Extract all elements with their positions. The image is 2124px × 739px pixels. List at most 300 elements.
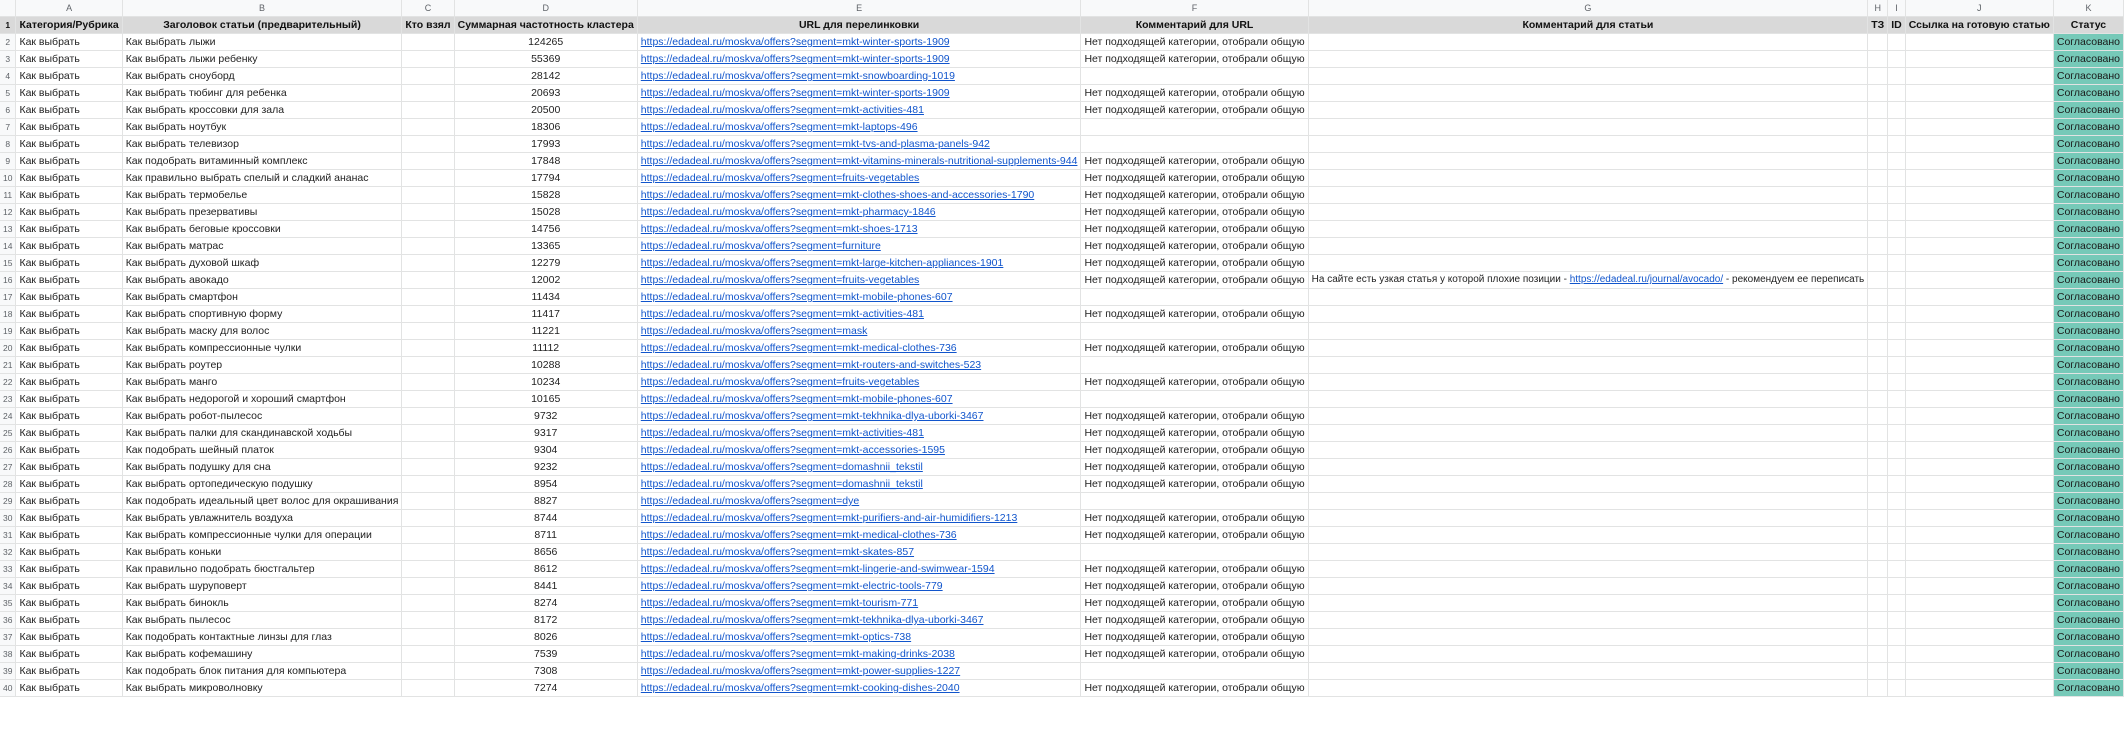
- cell-frequency[interactable]: 20500: [454, 102, 637, 119]
- header-tz[interactable]: ТЗ: [1868, 17, 1888, 34]
- cell-frequency[interactable]: 8711: [454, 527, 637, 544]
- cell-category[interactable]: Как выбрать: [16, 527, 122, 544]
- cell-article-comment[interactable]: [1308, 136, 1868, 153]
- row-number[interactable]: 22: [0, 374, 16, 391]
- cell-id[interactable]: [1888, 306, 1906, 323]
- cell-frequency[interactable]: 8954: [454, 476, 637, 493]
- cell-title[interactable]: Как подобрать витаминный комплекс: [122, 153, 402, 170]
- url-link[interactable]: https://edadeal.ru/moskva/offers?segment=mkt-activities-481: [640, 427, 924, 439]
- url-link[interactable]: https://edadeal.ru/moskva/offers?segment=mkt-power-supplies-1227: [640, 665, 961, 677]
- cell-title[interactable]: Как выбрать роутер: [122, 357, 402, 374]
- cell-frequency[interactable]: 8827: [454, 493, 637, 510]
- cell-frequency[interactable]: 8026: [454, 629, 637, 646]
- url-link[interactable]: https://edadeal.ru/moskva/offers?segment=mask: [640, 325, 868, 337]
- cell-status[interactable]: Согласовано: [2053, 102, 2123, 119]
- cell-title[interactable]: Как выбрать маску для волос: [122, 323, 402, 340]
- cell-tz[interactable]: [1868, 612, 1888, 629]
- cell-url[interactable]: [637, 425, 1081, 442]
- cell-tz[interactable]: [1868, 323, 1888, 340]
- url-link[interactable]: https://edadeal.ru/moskva/offers?segment=furniture: [640, 240, 881, 252]
- cell-title[interactable]: Как выбрать микроволновку: [122, 680, 402, 697]
- cell-title[interactable]: Как выбрать недорогой и хороший смартфон: [122, 391, 402, 408]
- cell-article-comment[interactable]: [1308, 680, 1868, 697]
- cell-taker[interactable]: [402, 238, 454, 255]
- row-number[interactable]: 27: [0, 459, 16, 476]
- cell-frequency[interactable]: 10234: [454, 374, 637, 391]
- column-header-letter[interactable]: D: [454, 0, 637, 17]
- cell-article-comment[interactable]: [1308, 306, 1868, 323]
- cell-title[interactable]: Как выбрать телевизор: [122, 136, 402, 153]
- url-link[interactable]: https://edadeal.ru/moskva/offers?segment=fruits-vegetables: [640, 172, 920, 184]
- cell-url[interactable]: [637, 68, 1081, 85]
- cell-category[interactable]: Как выбрать: [16, 153, 122, 170]
- cell-title[interactable]: Как подобрать идеальный цвет волос для окрашивания: [122, 493, 402, 510]
- cell-tz[interactable]: [1868, 34, 1888, 51]
- cell-title[interactable]: Как выбрать ортопедическую подушку: [122, 476, 402, 493]
- row-number[interactable]: 2: [0, 34, 16, 51]
- url-link[interactable]: https://edadeal.ru/moskva/offers?segment=mkt-routers-and-switches-523: [640, 359, 982, 371]
- cell-url[interactable]: [637, 561, 1081, 578]
- cell-id[interactable]: [1888, 425, 1906, 442]
- cell-link[interactable]: [1905, 493, 2053, 510]
- cell-id[interactable]: [1888, 170, 1906, 187]
- url-link[interactable]: https://edadeal.ru/moskva/offers?segment=mkt-winter-sports-1909: [640, 53, 950, 65]
- cell-title[interactable]: Как выбрать смартфон: [122, 289, 402, 306]
- cell-title[interactable]: Как выбрать пылесос: [122, 612, 402, 629]
- cell-tz[interactable]: [1868, 561, 1888, 578]
- cell-taker[interactable]: [402, 153, 454, 170]
- cell-frequency[interactable]: 18306: [454, 119, 637, 136]
- cell-link[interactable]: [1905, 51, 2053, 68]
- cell-article-comment[interactable]: [1308, 68, 1868, 85]
- cell-title[interactable]: Как выбрать лыжи ребенку: [122, 51, 402, 68]
- url-link[interactable]: https://edadeal.ru/moskva/offers?segment=dye: [640, 495, 860, 507]
- cell-status[interactable]: Согласовано: [2053, 289, 2123, 306]
- cell-link[interactable]: [1905, 153, 2053, 170]
- row-number[interactable]: 8: [0, 136, 16, 153]
- cell-title[interactable]: Как подобрать блок питания для компьютера: [122, 663, 402, 680]
- url-link[interactable]: https://edadeal.ru/moskva/offers?segment=mkt-shoes-1713: [640, 223, 918, 235]
- cell-article-comment[interactable]: [1308, 289, 1868, 306]
- cell-id[interactable]: [1888, 187, 1906, 204]
- row-number[interactable]: 13: [0, 221, 16, 238]
- cell-status[interactable]: Согласовано: [2053, 272, 2123, 289]
- cell-status[interactable]: Согласовано: [2053, 204, 2123, 221]
- cell-status[interactable]: Согласовано: [2053, 51, 2123, 68]
- cell-taker[interactable]: [402, 612, 454, 629]
- cell-url-comment[interactable]: [1081, 68, 1308, 85]
- cell-article-comment[interactable]: [1308, 629, 1868, 646]
- cell-taker[interactable]: [402, 442, 454, 459]
- cell-url-comment[interactable]: Нет подходящей категории, отобрали общую: [1081, 204, 1308, 221]
- cell-category[interactable]: Как выбрать: [16, 561, 122, 578]
- cell-link[interactable]: [1905, 272, 2053, 289]
- cell-category[interactable]: Как выбрать: [16, 68, 122, 85]
- cell-article-comment[interactable]: [1308, 510, 1868, 527]
- cell-id[interactable]: [1888, 374, 1906, 391]
- cell-url-comment[interactable]: Нет подходящей категории, отобрали общую: [1081, 272, 1308, 289]
- cell-status[interactable]: Согласовано: [2053, 476, 2123, 493]
- url-link[interactable]: https://edadeal.ru/moskva/offers?segment=mkt-activities-481: [640, 308, 924, 320]
- cell-id[interactable]: [1888, 476, 1906, 493]
- cell-status[interactable]: Согласовано: [2053, 85, 2123, 102]
- row-number[interactable]: 6: [0, 102, 16, 119]
- cell-link[interactable]: [1905, 187, 2053, 204]
- cell-id[interactable]: [1888, 527, 1906, 544]
- cell-frequency[interactable]: 8656: [454, 544, 637, 561]
- cell-link[interactable]: [1905, 255, 2053, 272]
- cell-category[interactable]: Как выбрать: [16, 289, 122, 306]
- cell-id[interactable]: [1888, 119, 1906, 136]
- cell-title[interactable]: Как выбрать кофемашину: [122, 646, 402, 663]
- cell-link[interactable]: [1905, 629, 2053, 646]
- header-id[interactable]: ID: [1888, 17, 1906, 34]
- url-link[interactable]: https://edadeal.ru/moskva/offers?segment=mkt-purifiers-and-air-humidifiers-1213: [640, 512, 1018, 524]
- cell-status[interactable]: Согласовано: [2053, 340, 2123, 357]
- cell-url[interactable]: [637, 221, 1081, 238]
- cell-tz[interactable]: [1868, 153, 1888, 170]
- row-number[interactable]: 29: [0, 493, 16, 510]
- cell-frequency[interactable]: 10165: [454, 391, 637, 408]
- url-link[interactable]: https://edadeal.ru/moskva/offers?segment=domashnii_tekstil: [640, 478, 923, 490]
- row-number[interactable]: 7: [0, 119, 16, 136]
- cell-tz[interactable]: [1868, 289, 1888, 306]
- cell-url-comment[interactable]: [1081, 663, 1308, 680]
- cell-url[interactable]: [637, 153, 1081, 170]
- cell-article-comment[interactable]: [1308, 102, 1868, 119]
- cell-link[interactable]: [1905, 595, 2053, 612]
- cell-url-comment[interactable]: Нет подходящей категории, отобрали общую: [1081, 629, 1308, 646]
- cell-status[interactable]: Согласовано: [2053, 425, 2123, 442]
- cell-link[interactable]: [1905, 340, 2053, 357]
- header-category[interactable]: Категория/Рубрика: [16, 17, 122, 34]
- cell-tz[interactable]: [1868, 102, 1888, 119]
- cell-category[interactable]: Как выбрать: [16, 204, 122, 221]
- column-header-letter[interactable]: K: [2053, 0, 2123, 17]
- cell-tz[interactable]: [1868, 646, 1888, 663]
- cell-url[interactable]: [637, 289, 1081, 306]
- row-number[interactable]: 3: [0, 51, 16, 68]
- url-link[interactable]: https://edadeal.ru/moskva/offers?segment=mkt-winter-sports-1909: [640, 36, 950, 48]
- cell-article-comment[interactable]: [1308, 238, 1868, 255]
- url-link[interactable]: https://edadeal.ru/moskva/offers?segment=mkt-clothes-shoes-and-accessories-1790: [640, 189, 1035, 201]
- cell-title[interactable]: Как выбрать манго: [122, 374, 402, 391]
- url-link[interactable]: https://edadeal.ru/moskva/offers?segment=mkt-tekhnika-dlya-uborki-3467: [640, 614, 984, 626]
- url-link[interactable]: https://edadeal.ru/moskva/offers?segment=mkt-medical-clothes-736: [640, 342, 957, 354]
- cell-url[interactable]: [637, 612, 1081, 629]
- cell-tz[interactable]: [1868, 510, 1888, 527]
- cell-id[interactable]: [1888, 323, 1906, 340]
- cell-title[interactable]: Как выбрать бинокль: [122, 595, 402, 612]
- cell-tz[interactable]: [1868, 476, 1888, 493]
- cell-id[interactable]: [1888, 238, 1906, 255]
- cell-id[interactable]: [1888, 255, 1906, 272]
- cell-link[interactable]: [1905, 510, 2053, 527]
- cell-article-comment[interactable]: [1308, 51, 1868, 68]
- cell-id[interactable]: [1888, 408, 1906, 425]
- cell-status[interactable]: Согласовано: [2053, 306, 2123, 323]
- cell-url[interactable]: [637, 442, 1081, 459]
- cell-status[interactable]: Согласовано: [2053, 255, 2123, 272]
- cell-link[interactable]: [1905, 527, 2053, 544]
- row-number[interactable]: 24: [0, 408, 16, 425]
- cell-article-comment[interactable]: [1308, 255, 1868, 272]
- row-number[interactable]: 10: [0, 170, 16, 187]
- cell-status[interactable]: Согласовано: [2053, 34, 2123, 51]
- cell-id[interactable]: [1888, 578, 1906, 595]
- cell-title[interactable]: Как выбрать авокадо: [122, 272, 402, 289]
- column-header-letter[interactable]: H: [1868, 0, 1888, 17]
- cell-link[interactable]: [1905, 646, 2053, 663]
- url-link[interactable]: https://edadeal.ru/moskva/offers?segment=mkt-activities-481: [640, 104, 924, 116]
- cell-url[interactable]: [637, 85, 1081, 102]
- row-number[interactable]: 28: [0, 476, 16, 493]
- cell-url-comment[interactable]: Нет подходящей категории, отобрали общую: [1081, 459, 1308, 476]
- cell-url-comment[interactable]: Нет подходящей категории, отобрали общую: [1081, 170, 1308, 187]
- cell-id[interactable]: [1888, 391, 1906, 408]
- cell-category[interactable]: Как выбрать: [16, 255, 122, 272]
- cell-url[interactable]: [637, 340, 1081, 357]
- cell-article-comment[interactable]: [1308, 340, 1868, 357]
- cell-tz[interactable]: [1868, 663, 1888, 680]
- cell-category[interactable]: Как выбрать: [16, 272, 122, 289]
- cell-tz[interactable]: [1868, 85, 1888, 102]
- cell-taker[interactable]: [402, 272, 454, 289]
- cell-taker[interactable]: [402, 340, 454, 357]
- cell-link[interactable]: [1905, 612, 2053, 629]
- cell-id[interactable]: [1888, 272, 1906, 289]
- cell-taker[interactable]: [402, 323, 454, 340]
- cell-frequency[interactable]: 8744: [454, 510, 637, 527]
- cell-url-comment[interactable]: Нет подходящей категории, отобрали общую: [1081, 340, 1308, 357]
- header-url[interactable]: URL для перелинковки: [637, 17, 1081, 34]
- cell-status[interactable]: Согласовано: [2053, 442, 2123, 459]
- cell-article-comment[interactable]: [1308, 663, 1868, 680]
- cell-id[interactable]: [1888, 544, 1906, 561]
- cell-frequency[interactable]: 124265: [454, 34, 637, 51]
- column-header-letter[interactable]: G: [1308, 0, 1868, 17]
- cell-id[interactable]: [1888, 663, 1906, 680]
- cell-url-comment[interactable]: Нет подходящей категории, отобрали общую: [1081, 408, 1308, 425]
- cell-status[interactable]: Согласовано: [2053, 459, 2123, 476]
- cell-tz[interactable]: [1868, 136, 1888, 153]
- cell-url-comment[interactable]: Нет подходящей категории, отобрали общую: [1081, 680, 1308, 697]
- cell-status[interactable]: Согласовано: [2053, 646, 2123, 663]
- cell-article-comment[interactable]: [1308, 357, 1868, 374]
- cell-tz[interactable]: [1868, 68, 1888, 85]
- cell-url-comment[interactable]: [1081, 493, 1308, 510]
- url-link[interactable]: https://edadeal.ru/moskva/offers?segment=mkt-tourism-771: [640, 597, 919, 609]
- cell-category[interactable]: Как выбрать: [16, 221, 122, 238]
- cell-tz[interactable]: [1868, 391, 1888, 408]
- cell-taker[interactable]: [402, 459, 454, 476]
- cell-url-comment[interactable]: [1081, 289, 1308, 306]
- row-number[interactable]: 21: [0, 357, 16, 374]
- cell-category[interactable]: Как выбрать: [16, 595, 122, 612]
- cell-category[interactable]: Как выбрать: [16, 578, 122, 595]
- cell-category[interactable]: Как выбрать: [16, 187, 122, 204]
- cell-category[interactable]: Как выбрать: [16, 170, 122, 187]
- cell-title[interactable]: Как выбрать увлажнитель воздуха: [122, 510, 402, 527]
- cell-tz[interactable]: [1868, 306, 1888, 323]
- cell-tz[interactable]: [1868, 272, 1888, 289]
- cell-id[interactable]: [1888, 493, 1906, 510]
- cell-title[interactable]: Как выбрать презервативы: [122, 204, 402, 221]
- cell-category[interactable]: Как выбрать: [16, 476, 122, 493]
- cell-title[interactable]: Как выбрать палки для скандинавской ходьбы: [122, 425, 402, 442]
- header-taker[interactable]: Кто взял: [402, 17, 454, 34]
- cell-status[interactable]: Согласовано: [2053, 578, 2123, 595]
- cell-id[interactable]: [1888, 340, 1906, 357]
- cell-title[interactable]: Как выбрать робот-пылесос: [122, 408, 402, 425]
- cell-taker[interactable]: [402, 255, 454, 272]
- cell-status[interactable]: Согласовано: [2053, 408, 2123, 425]
- cell-tz[interactable]: [1868, 408, 1888, 425]
- cell-category[interactable]: Как выбрать: [16, 459, 122, 476]
- cell-frequency[interactable]: 12002: [454, 272, 637, 289]
- row-number[interactable]: 11: [0, 187, 16, 204]
- cell-url[interactable]: [637, 544, 1081, 561]
- cell-taker[interactable]: [402, 34, 454, 51]
- column-header-letter[interactable]: E: [637, 0, 1081, 17]
- cell-tz[interactable]: [1868, 374, 1888, 391]
- cell-taker[interactable]: [402, 544, 454, 561]
- cell-taker[interactable]: [402, 306, 454, 323]
- cell-status[interactable]: Согласовано: [2053, 663, 2123, 680]
- cell-article-comment[interactable]: [1308, 170, 1868, 187]
- cell-frequency[interactable]: 9232: [454, 459, 637, 476]
- cell-url-comment[interactable]: Нет подходящей категории, отобрали общую: [1081, 255, 1308, 272]
- cell-url[interactable]: [637, 187, 1081, 204]
- cell-frequency[interactable]: 7539: [454, 646, 637, 663]
- cell-url-comment[interactable]: [1081, 323, 1308, 340]
- cell-frequency[interactable]: 13365: [454, 238, 637, 255]
- cell-article-comment[interactable]: [1308, 153, 1868, 170]
- cell-category[interactable]: Как выбрать: [16, 391, 122, 408]
- cell-tz[interactable]: [1868, 442, 1888, 459]
- cell-status[interactable]: Согласовано: [2053, 680, 2123, 697]
- column-header-letter[interactable]: A: [16, 0, 122, 17]
- url-link[interactable]: https://edadeal.ru/moskva/offers?segment=mkt-winter-sports-1909: [640, 87, 950, 99]
- cell-status[interactable]: Согласовано: [2053, 323, 2123, 340]
- cell-frequency[interactable]: 20693: [454, 85, 637, 102]
- cell-category[interactable]: Как выбрать: [16, 629, 122, 646]
- cell-frequency[interactable]: 8172: [454, 612, 637, 629]
- cell-id[interactable]: [1888, 68, 1906, 85]
- cell-status[interactable]: Согласовано: [2053, 391, 2123, 408]
- cell-status[interactable]: Согласовано: [2053, 68, 2123, 85]
- cell-tz[interactable]: [1868, 255, 1888, 272]
- cell-url-comment[interactable]: Нет подходящей категории, отобрали общую: [1081, 476, 1308, 493]
- cell-link[interactable]: [1905, 408, 2053, 425]
- cell-link[interactable]: [1905, 680, 2053, 697]
- cell-url-comment[interactable]: [1081, 391, 1308, 408]
- cell-category[interactable]: Как выбрать: [16, 374, 122, 391]
- cell-taker[interactable]: [402, 408, 454, 425]
- cell-taker[interactable]: [402, 136, 454, 153]
- row-number[interactable]: 37: [0, 629, 16, 646]
- cell-url[interactable]: [637, 493, 1081, 510]
- row-number[interactable]: 39: [0, 663, 16, 680]
- cell-taker[interactable]: [402, 119, 454, 136]
- cell-frequency[interactable]: 17848: [454, 153, 637, 170]
- cell-taker[interactable]: [402, 391, 454, 408]
- cell-title[interactable]: Как выбрать коньки: [122, 544, 402, 561]
- cell-link[interactable]: [1905, 663, 2053, 680]
- cell-link[interactable]: [1905, 306, 2053, 323]
- cell-article-comment[interactable]: [1308, 119, 1868, 136]
- url-link[interactable]: https://edadeal.ru/moskva/offers?segment=mkt-snowboarding-1019: [640, 70, 955, 82]
- cell-url[interactable]: [637, 646, 1081, 663]
- cell-status[interactable]: Согласовано: [2053, 119, 2123, 136]
- cell-article-comment[interactable]: [1308, 442, 1868, 459]
- cell-title[interactable]: Как выбрать кроссовки для зала: [122, 102, 402, 119]
- url-link[interactable]: https://edadeal.ru/moskva/offers?segment=mkt-mobile-phones-607: [640, 291, 953, 303]
- cell-taker[interactable]: [402, 663, 454, 680]
- cell-url[interactable]: [637, 476, 1081, 493]
- cell-link[interactable]: [1905, 391, 2053, 408]
- cell-url[interactable]: [637, 102, 1081, 119]
- cell-url[interactable]: [637, 459, 1081, 476]
- url-link[interactable]: https://edadeal.ru/moskva/offers?segment=mkt-pharmacy-1846: [640, 206, 936, 218]
- cell-taker[interactable]: [402, 493, 454, 510]
- cell-tz[interactable]: [1868, 493, 1888, 510]
- url-link[interactable]: https://edadeal.ru/moskva/offers?segment=mkt-making-drinks-2038: [640, 648, 955, 660]
- cell-url[interactable]: [637, 408, 1081, 425]
- cell-tz[interactable]: [1868, 425, 1888, 442]
- url-link[interactable]: https://edadeal.ru/moskva/offers?segment=fruits-vegetables: [640, 274, 920, 286]
- cell-category[interactable]: Как выбрать: [16, 680, 122, 697]
- cell-url-comment[interactable]: Нет подходящей категории, отобрали общую: [1081, 510, 1308, 527]
- row-number[interactable]: 23: [0, 391, 16, 408]
- cell-id[interactable]: [1888, 204, 1906, 221]
- cell-taker[interactable]: [402, 68, 454, 85]
- row-number[interactable]: 34: [0, 578, 16, 595]
- url-link[interactable]: https://edadeal.ru/moskva/offers?segment=mkt-lingerie-and-swimwear-1594: [640, 563, 995, 575]
- row-number[interactable]: 35: [0, 595, 16, 612]
- header-article-comment[interactable]: Комментарий для статьи: [1308, 17, 1868, 34]
- cell-link[interactable]: [1905, 544, 2053, 561]
- cell-url-comment[interactable]: Нет подходящей категории, отобрали общую: [1081, 561, 1308, 578]
- cell-url[interactable]: [637, 374, 1081, 391]
- cell-tz[interactable]: [1868, 629, 1888, 646]
- cell-id[interactable]: [1888, 102, 1906, 119]
- cell-url[interactable]: [637, 119, 1081, 136]
- cell-category[interactable]: Как выбрать: [16, 663, 122, 680]
- cell-article-comment[interactable]: [1308, 323, 1868, 340]
- cell-category[interactable]: Как выбрать: [16, 442, 122, 459]
- cell-tz[interactable]: [1868, 221, 1888, 238]
- cell-article-comment[interactable]: [1308, 204, 1868, 221]
- column-header-letter[interactable]: C: [402, 0, 454, 17]
- header-url-comment[interactable]: Комментарий для URL: [1081, 17, 1308, 34]
- cell-frequency[interactable]: 28142: [454, 68, 637, 85]
- cell-status[interactable]: Согласовано: [2053, 170, 2123, 187]
- url-link[interactable]: https://edadeal.ru/moskva/offers?segment=mkt-vitamins-minerals-nutritional-supplements-944: [640, 155, 1078, 167]
- row-number[interactable]: 40: [0, 680, 16, 697]
- cell-taker[interactable]: [402, 221, 454, 238]
- cell-url-comment[interactable]: Нет подходящей категории, отобрали общую: [1081, 374, 1308, 391]
- cell-frequency[interactable]: 15028: [454, 204, 637, 221]
- cell-status[interactable]: Согласовано: [2053, 510, 2123, 527]
- cell-url[interactable]: [637, 510, 1081, 527]
- cell-url[interactable]: [637, 306, 1081, 323]
- cell-article-comment[interactable]: [1308, 459, 1868, 476]
- cell-url[interactable]: [637, 629, 1081, 646]
- cell-title[interactable]: Как выбрать спортивную форму: [122, 306, 402, 323]
- cell-id[interactable]: [1888, 85, 1906, 102]
- cell-url[interactable]: [637, 663, 1081, 680]
